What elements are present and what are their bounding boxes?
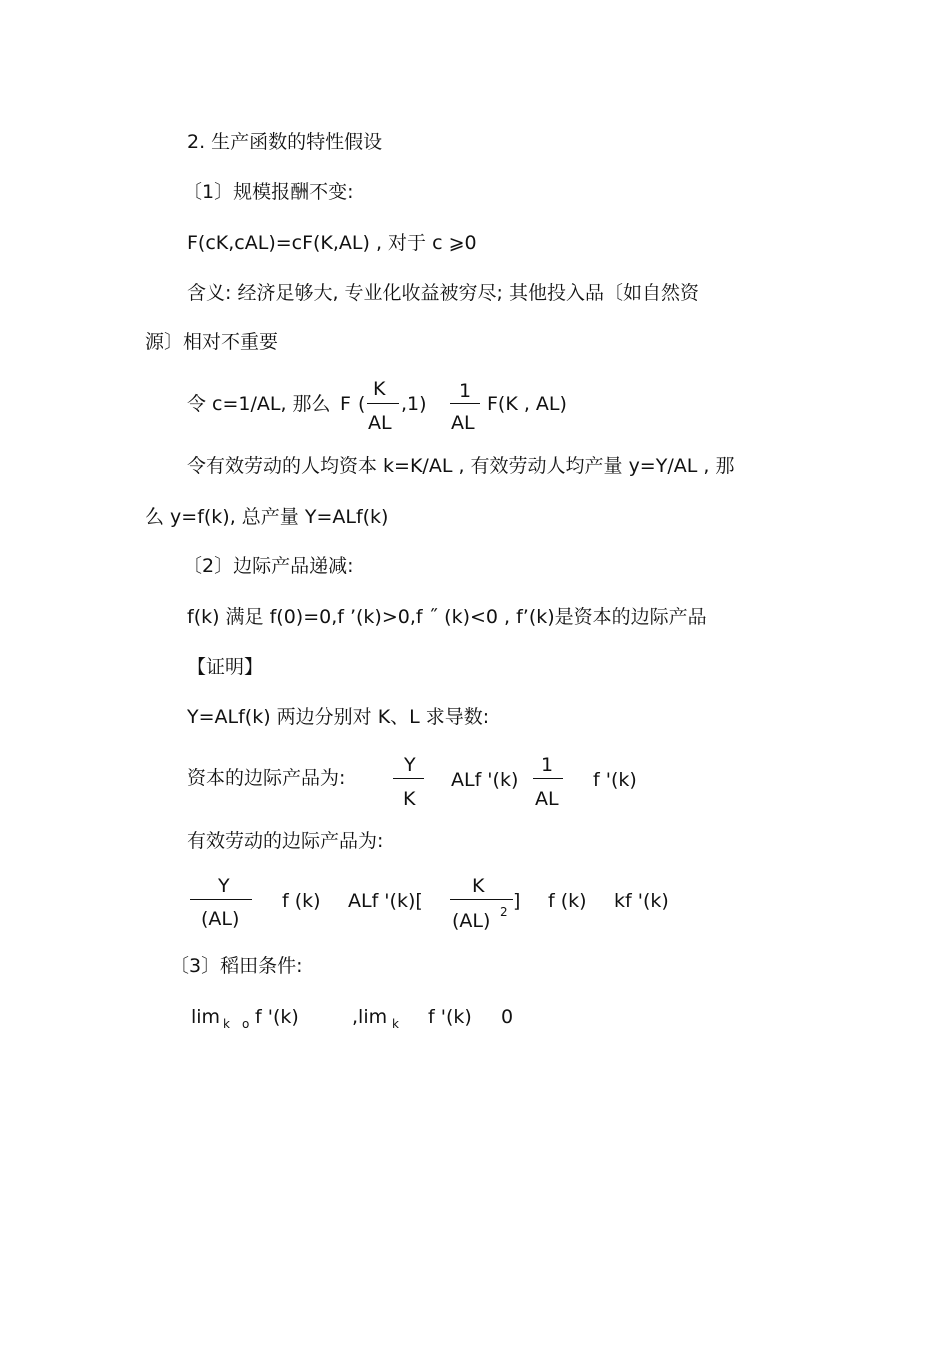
let-c-rhs: F(K , AL) [487, 393, 567, 415]
lim-1: lim [191, 1006, 221, 1028]
frac-numerator: Y [404, 754, 416, 776]
lim-1-subscript-target: o [242, 1017, 250, 1031]
lim-2: ,lim [352, 1006, 388, 1028]
mpl-term2: ALf '(k)[ [348, 890, 423, 912]
mpl-term1: f (k) [282, 890, 321, 912]
exponent: 2 [500, 905, 508, 919]
frac-numerator: K [472, 875, 485, 897]
p1-formula: F(cK,cAL)=cF(K,AL) , 对于 c ⩾0 [187, 232, 477, 254]
p1-title: 〔1〕规模报酬不变: [183, 181, 354, 203]
section-heading: 2. 生产函数的特性假设 [187, 131, 383, 153]
fraction-bar [450, 403, 480, 404]
frac-denominator: (AL) [452, 910, 491, 932]
mpk-middle: ALf '(k) [451, 769, 519, 791]
p1-meaning-line2: 源〕相对不重要 [145, 331, 279, 353]
proof-label: 【证明】 [187, 656, 264, 678]
frac-numerator: 1 [541, 754, 554, 776]
mpk-result: f '(k) [593, 769, 637, 791]
let-c-F: F [340, 393, 351, 415]
inada-zero: 0 [501, 1006, 514, 1028]
p2-title: 〔2〕边际产品递减: [183, 555, 354, 577]
let-c-lparen: ( [358, 393, 366, 415]
let-c-after: ,1) [401, 393, 427, 415]
frac-denominator: AL [451, 412, 475, 434]
mpl-label: 有效劳动的边际产品为: [187, 830, 384, 852]
fraction-bar [367, 403, 399, 404]
mpl-term3: f (k) [548, 890, 587, 912]
let-c-prefix: 令 c=1/AL, 那么 [187, 393, 331, 415]
lim-1-subscript: k [223, 1017, 230, 1031]
p1-meaning-line1: 含义: 经济足够大, 专业化收益被穷尽; 其他投入品〔如自然资 [187, 282, 699, 304]
def-line1: 令有效劳动的人均资本 k=K/AL , 有效劳动人均产量 y=Y/AL , 那 [187, 455, 735, 477]
p3-title: 〔3〕稻田条件: [170, 955, 303, 977]
fraction-bar [450, 899, 513, 900]
fraction-bar [190, 899, 252, 900]
mpk-label: 资本的边际产品为: [187, 767, 346, 789]
mpl-term4: kf '(k) [614, 890, 669, 912]
def-line2: 么 y=f(k), 总产量 Y=ALf(k) [145, 506, 389, 528]
frac-denominator: AL [535, 788, 559, 810]
frac-denominator: (AL) [201, 908, 240, 930]
frac-denominator: K [403, 788, 416, 810]
lim-2-subscript: k [392, 1017, 399, 1031]
inada-f1: f '(k) [255, 1006, 299, 1028]
frac-numerator: 1 [459, 380, 472, 402]
fraction-bar [533, 778, 563, 779]
frac-numerator: Y [218, 875, 230, 897]
p2-formula: f(k) 满足 f(0)=0,f ’(k)>0,f ˝ (k)<0 , f’(k)是资本的边际产品 [187, 606, 707, 628]
frac-denominator: AL [368, 412, 392, 434]
proof-line: Y=ALf(k) 两边分别对 K、L 求导数: [187, 706, 490, 728]
fraction-bar [393, 778, 424, 779]
mpl-close-bracket: ] [513, 890, 521, 912]
inada-f2: f '(k) [428, 1006, 472, 1028]
frac-numerator: K [373, 378, 386, 400]
